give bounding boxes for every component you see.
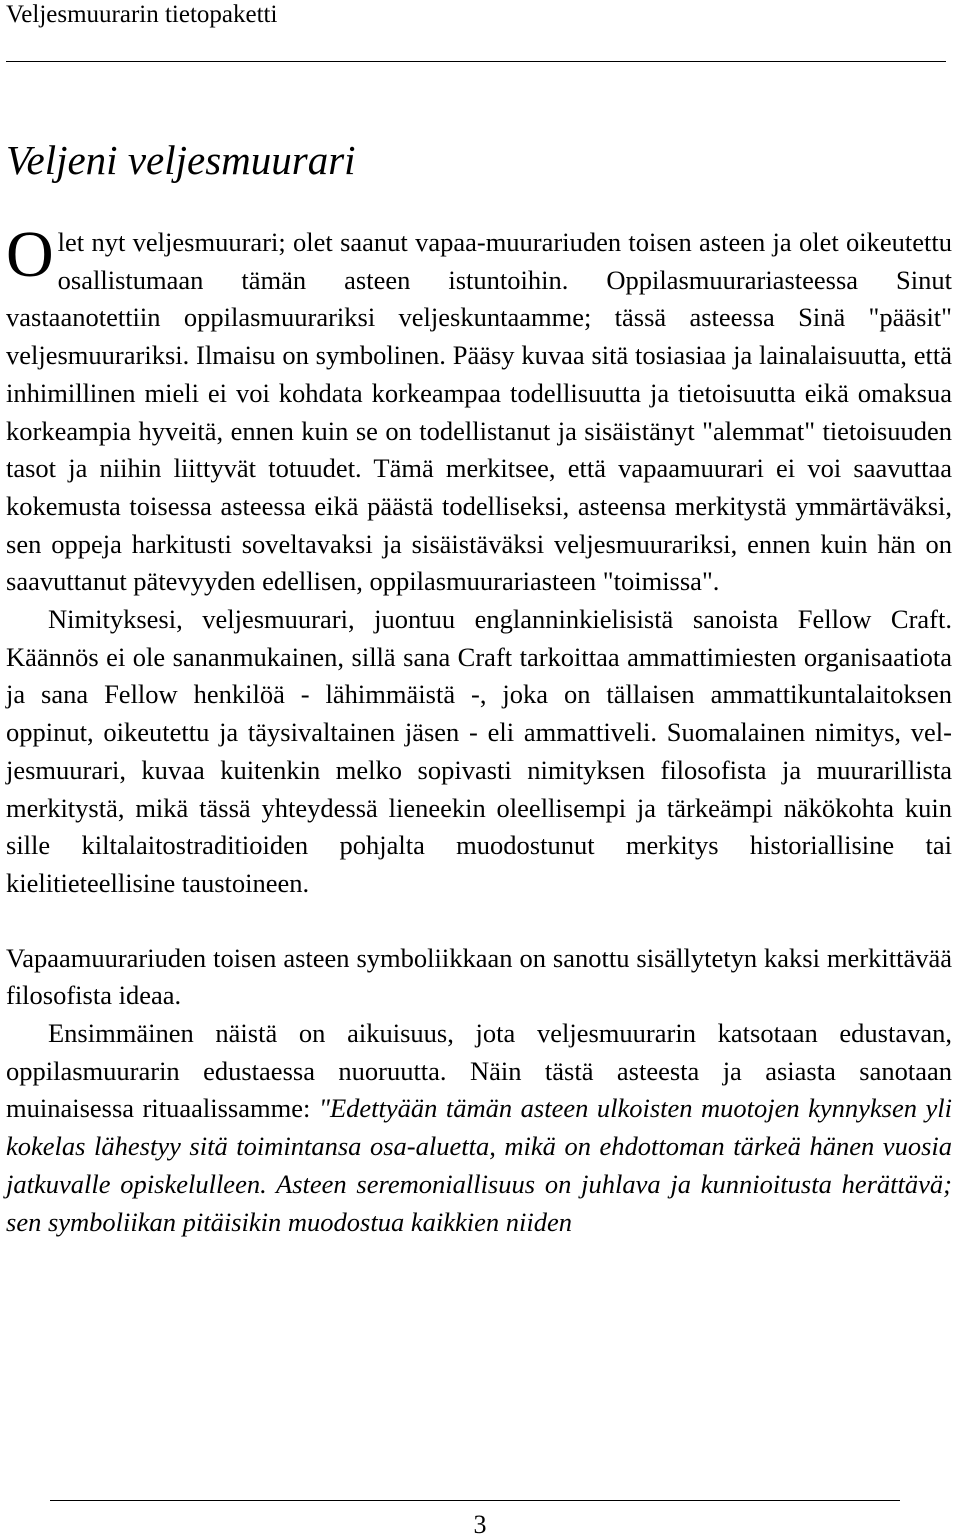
- paragraph-3: Vapaamuurariuden toisen asteen symboliikkaan on sanottu sisällytetyn kaksi merkittävää filosofista ideaa.: [6, 942, 952, 1011]
- paragraph-1: [6, 218, 952, 601]
- paragraph-4-text: Ensimmäinen näistä on aikuisuus, jota veljesmuurarin katsotaan edustavan, oppilasmuurarin edustaessa nuoruutta. Näin tästä asteesta ja asiasta sanotaan muinaisessa rituaalissamme:: [6, 1018, 952, 1124]
- footer-divider: [50, 1500, 900, 1501]
- running-header: Veljesmuurarin tietopaketti: [6, 1, 278, 28]
- chapter-title: Veljeni veljesmuurari: [6, 137, 356, 183]
- body-text: [6, 218, 952, 1241]
- paragraph-1-text: let nyt veljesmuurari; olet saanut vapaa-muurariuden toisen asteen ja olet oikeutettu osallistumaan tämän asteen istuntoihin. Oppilasmuurariasteessa Sinut vastaanotettiin oppilasmuurariksi veljeskuntaamme; tässä asteessa Sinä "pääsit" veljesmuurariksi. Ilmaisu on symbolinen. Pääsy kuvaa sitä tosiasiaa ja lainalaisuutta, että inhimillinen mieli ei voi kohdata korkeampaa todellisuutta ja tietoisuutta eikä omaksua korkeampia hyveitä, ennen kuin se on todellistanut ja sisäistänyt "alemmat" tietoisuuden tasot ja niihin liittyvät totuudet. Tämä merkitsee, että vapaamuurari ei voi saavuttaa kokemusta toisessa asteessa eikä päästä todelliseksi, asteensa merkitystä ymmärtäväksi, sen oppeja harkitusti soveltavaksi ja sisäistäväksi veljesmuurariksi, ennen kuin hän on saavuttanut pätevyyden edellisen, oppilasmuurariasteen "toimissa".: [6, 227, 952, 597]
- page-number: 3: [473, 1510, 487, 1539]
- ritual-quote: "Edettyään tämän asteen ulkoisten muotojen kynnyksen yli kokelas lähestyy sitä toimintansa osa-aluetta, mikä on ehdottoman tärkeä hänen vuosia jatkuvalle opiskelulleen. Asteen seremoniallisuus on juhlava ja kunnioitusta herättävä; sen symboliikan pitäisikin muodostua kaikkien niiden: [6, 1093, 952, 1237]
- drop-cap-initial: O: [6, 218, 54, 291]
- paragraph-2: Nimityksesi, veljesmuurari, juontuu englanninkielisistä sanoista Fellow Craft. Käännös ei ole sananmukainen, sillä sana Craft tarkoittaa ammattimiesten organisaatiota ja sana Fellow henkilöä - lähimmäistä -, joka on tällaisen ammattikuntalaitoksen oppinut, oikeutettu ja täysivaltainen jäsen - eli ammattiveli. Suomalainen nimitys, veljesmuurari, kuvaa kuitenkin melko sopivasti nimityksen filosofista ja muurarillista merkitystä, mikä tässä yhteydessä lieneekin oleellisempi ja tärkeämpi näkökohta kuin sille kiltalaitostraditioiden pohjalta muodostunut merkitys historiallisine tai kielitieteellisine taustoineen.: [6, 604, 952, 898]
- header-divider: [6, 61, 946, 62]
- paragraph-4: [6, 1015, 952, 1241]
